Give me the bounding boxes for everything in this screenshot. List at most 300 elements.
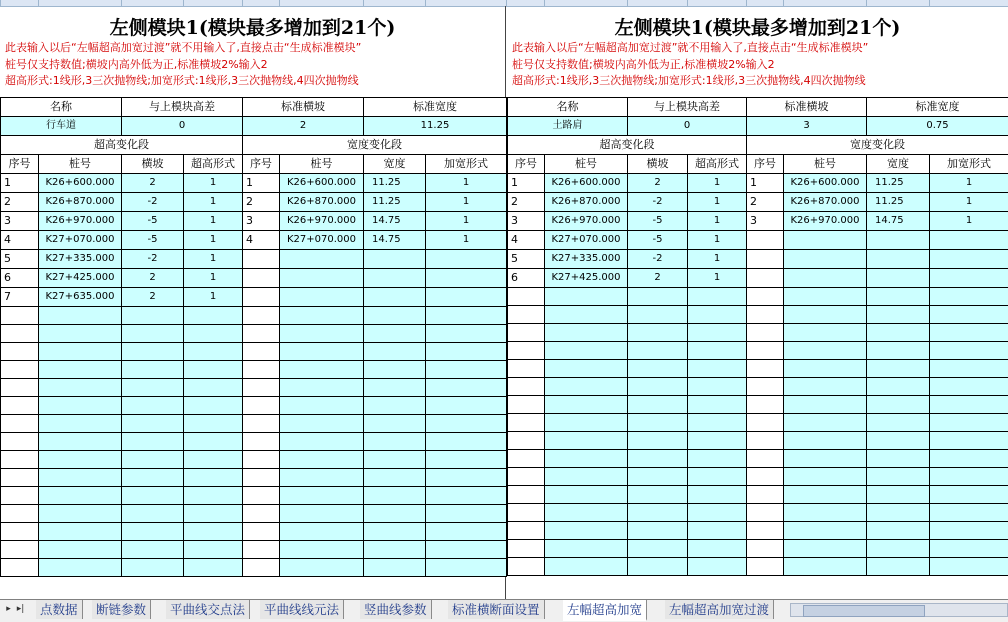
station-cell[interactable] bbox=[39, 541, 122, 559]
station-cell[interactable] bbox=[784, 360, 867, 378]
super-form-cell[interactable]: 1 bbox=[184, 269, 243, 288]
seq-cell[interactable] bbox=[243, 451, 280, 469]
slope-cell[interactable] bbox=[122, 397, 184, 415]
station-cell[interactable] bbox=[784, 231, 867, 250]
station-cell[interactable] bbox=[280, 505, 364, 523]
station-cell[interactable] bbox=[39, 523, 122, 541]
widen-form-cell[interactable] bbox=[930, 450, 1008, 468]
seq-cell[interactable] bbox=[243, 343, 280, 361]
widen-form-cell[interactable] bbox=[426, 415, 507, 433]
sheet-tab[interactable]: 竖曲线参数 bbox=[360, 600, 432, 619]
station-cell[interactable] bbox=[280, 523, 364, 541]
seq-cell[interactable] bbox=[243, 469, 280, 487]
width-cell[interactable] bbox=[364, 541, 426, 559]
station-cell[interactable] bbox=[280, 379, 364, 397]
widen-form-cell[interactable] bbox=[426, 361, 507, 379]
seq-cell[interactable] bbox=[747, 522, 784, 540]
station-cell[interactable] bbox=[545, 324, 628, 342]
super-form-cell[interactable]: 1 bbox=[184, 174, 243, 193]
slope-cell[interactable]: 2 bbox=[122, 288, 184, 307]
slope-cell[interactable] bbox=[628, 432, 688, 450]
widen-form-cell[interactable] bbox=[426, 451, 507, 469]
widen-form-cell[interactable] bbox=[930, 378, 1008, 396]
widen-form-cell[interactable]: 1 bbox=[426, 193, 507, 212]
slope-cell[interactable] bbox=[122, 379, 184, 397]
widen-form-cell[interactable] bbox=[426, 250, 507, 269]
seq-cell[interactable]: 1 bbox=[508, 174, 545, 193]
station-cell[interactable] bbox=[784, 558, 867, 576]
widen-form-cell[interactable]: 1 bbox=[426, 212, 507, 231]
seq-cell[interactable] bbox=[508, 360, 545, 378]
seq-cell[interactable] bbox=[243, 361, 280, 379]
seq-cell[interactable] bbox=[747, 288, 784, 306]
widen-form-cell[interactable] bbox=[426, 288, 507, 307]
seq-cell[interactable] bbox=[508, 522, 545, 540]
station-cell[interactable]: K26+600.000 bbox=[280, 174, 364, 193]
seq-cell[interactable] bbox=[508, 450, 545, 468]
station-cell[interactable] bbox=[784, 396, 867, 414]
module-name-cell[interactable]: 土路肩 bbox=[508, 117, 628, 136]
station-cell[interactable] bbox=[280, 541, 364, 559]
slope-cell[interactable]: 2 bbox=[628, 174, 688, 193]
station-cell[interactable]: K27+425.000 bbox=[545, 269, 628, 288]
slope-cell[interactable] bbox=[628, 360, 688, 378]
widen-form-cell[interactable] bbox=[426, 325, 507, 343]
station-cell[interactable] bbox=[545, 450, 628, 468]
width-cell[interactable] bbox=[364, 361, 426, 379]
seq-cell[interactable] bbox=[243, 505, 280, 523]
slope-cell[interactable] bbox=[122, 451, 184, 469]
slope-cell[interactable] bbox=[628, 396, 688, 414]
seq-cell[interactable] bbox=[508, 432, 545, 450]
width-cell[interactable] bbox=[867, 450, 930, 468]
seq-cell[interactable]: 3 bbox=[1, 212, 39, 231]
seq-cell[interactable] bbox=[747, 250, 784, 269]
width-cell[interactable] bbox=[867, 432, 930, 450]
width-cell[interactable] bbox=[364, 397, 426, 415]
station-cell[interactable] bbox=[545, 306, 628, 324]
seq-cell[interactable]: 5 bbox=[1, 250, 39, 269]
slope-cell[interactable] bbox=[628, 504, 688, 522]
station-cell[interactable] bbox=[784, 504, 867, 522]
station-cell[interactable] bbox=[280, 325, 364, 343]
station-cell[interactable] bbox=[545, 432, 628, 450]
slope-cell[interactable]: 2 bbox=[628, 269, 688, 288]
slope-cell[interactable] bbox=[122, 469, 184, 487]
width-cell[interactable] bbox=[867, 540, 930, 558]
seq-cell[interactable] bbox=[508, 396, 545, 414]
width-cell[interactable] bbox=[867, 396, 930, 414]
width-cell[interactable]: 14.75 bbox=[867, 212, 930, 231]
seq-cell[interactable]: 2 bbox=[508, 193, 545, 212]
station-cell[interactable] bbox=[39, 361, 122, 379]
station-cell[interactable]: K27+335.000 bbox=[545, 250, 628, 269]
station-cell[interactable]: K26+970.000 bbox=[280, 212, 364, 231]
width-cell[interactable] bbox=[867, 288, 930, 306]
width-cell[interactable] bbox=[364, 487, 426, 505]
widen-form-cell[interactable] bbox=[930, 396, 1008, 414]
station-cell[interactable] bbox=[545, 504, 628, 522]
widen-form-cell[interactable] bbox=[930, 342, 1008, 360]
widen-form-cell[interactable] bbox=[930, 360, 1008, 378]
slope-cell[interactable] bbox=[628, 288, 688, 306]
slope-cell[interactable] bbox=[628, 468, 688, 486]
seq-cell[interactable] bbox=[508, 306, 545, 324]
station-cell[interactable]: K26+600.000 bbox=[39, 174, 122, 193]
seq-cell[interactable] bbox=[747, 486, 784, 504]
station-cell[interactable] bbox=[39, 433, 122, 451]
width-cell[interactable] bbox=[364, 415, 426, 433]
widen-form-cell[interactable] bbox=[930, 540, 1008, 558]
seq-cell[interactable] bbox=[1, 343, 39, 361]
width-cell[interactable]: 14.75 bbox=[364, 212, 426, 231]
width-cell[interactable] bbox=[867, 324, 930, 342]
seq-cell[interactable] bbox=[243, 523, 280, 541]
seq-cell[interactable] bbox=[747, 468, 784, 486]
widen-form-cell[interactable] bbox=[930, 486, 1008, 504]
seq-cell[interactable] bbox=[243, 541, 280, 559]
slope-cell[interactable] bbox=[628, 378, 688, 396]
widen-form-cell[interactable] bbox=[930, 504, 1008, 522]
widen-form-cell[interactable] bbox=[426, 469, 507, 487]
seq-cell[interactable] bbox=[243, 379, 280, 397]
widen-form-cell[interactable] bbox=[930, 288, 1008, 306]
width-cell[interactable] bbox=[364, 269, 426, 288]
station-cell[interactable] bbox=[39, 505, 122, 523]
sheet-tab[interactable]: 左幅超高加宽过渡 bbox=[665, 600, 774, 619]
slope-cell[interactable] bbox=[628, 324, 688, 342]
seq-cell[interactable] bbox=[747, 432, 784, 450]
station-cell[interactable] bbox=[39, 307, 122, 325]
slope-cell[interactable] bbox=[628, 306, 688, 324]
slope-cell[interactable]: -5 bbox=[628, 231, 688, 250]
seq-cell[interactable] bbox=[508, 414, 545, 432]
width-cell[interactable] bbox=[867, 231, 930, 250]
widen-form-cell[interactable] bbox=[426, 559, 507, 577]
station-cell[interactable] bbox=[280, 451, 364, 469]
seq-cell[interactable]: 6 bbox=[508, 269, 545, 288]
super-form-cell[interactable] bbox=[184, 505, 243, 523]
seq-cell[interactable] bbox=[243, 415, 280, 433]
station-cell[interactable] bbox=[280, 250, 364, 269]
seq-cell[interactable]: 4 bbox=[243, 231, 280, 250]
super-form-cell[interactable] bbox=[184, 487, 243, 505]
super-form-cell[interactable] bbox=[688, 450, 747, 468]
super-form-cell[interactable] bbox=[184, 433, 243, 451]
widen-form-cell[interactable] bbox=[930, 269, 1008, 288]
station-cell[interactable] bbox=[280, 269, 364, 288]
module-height-diff-cell[interactable]: 0 bbox=[122, 117, 243, 136]
seq-cell[interactable] bbox=[243, 269, 280, 288]
super-form-cell[interactable]: 1 bbox=[688, 250, 747, 269]
super-form-cell[interactable]: 1 bbox=[184, 250, 243, 269]
seq-cell[interactable] bbox=[243, 325, 280, 343]
station-cell[interactable] bbox=[784, 486, 867, 504]
widen-form-cell[interactable] bbox=[426, 307, 507, 325]
slope-cell[interactable] bbox=[122, 433, 184, 451]
module-std-slope-cell[interactable]: 2 bbox=[243, 117, 364, 136]
station-cell[interactable] bbox=[784, 432, 867, 450]
station-cell[interactable] bbox=[280, 559, 364, 577]
station-cell[interactable]: K26+870.000 bbox=[39, 193, 122, 212]
station-cell[interactable] bbox=[545, 558, 628, 576]
scroll-last-tab-icon[interactable]: ▸ bbox=[4, 604, 13, 615]
widen-form-cell[interactable] bbox=[930, 522, 1008, 540]
width-cell[interactable] bbox=[867, 342, 930, 360]
sheet-tab[interactable]: 平曲线交点法 bbox=[166, 600, 250, 619]
sheet-tab[interactable]: 平曲线线元法 bbox=[260, 600, 344, 619]
seq-cell[interactable]: 5 bbox=[508, 250, 545, 269]
slope-cell[interactable]: -5 bbox=[628, 212, 688, 231]
widen-form-cell[interactable]: 1 bbox=[426, 174, 507, 193]
seq-cell[interactable] bbox=[508, 468, 545, 486]
slope-cell[interactable] bbox=[628, 540, 688, 558]
width-cell[interactable] bbox=[364, 379, 426, 397]
station-cell[interactable] bbox=[280, 433, 364, 451]
seq-cell[interactable] bbox=[1, 469, 39, 487]
seq-cell[interactable]: 2 bbox=[747, 193, 784, 212]
station-cell[interactable]: K26+970.000 bbox=[784, 212, 867, 231]
width-cell[interactable] bbox=[867, 378, 930, 396]
super-form-cell[interactable] bbox=[184, 451, 243, 469]
width-cell[interactable] bbox=[364, 433, 426, 451]
widen-form-cell[interactable] bbox=[426, 379, 507, 397]
width-cell[interactable] bbox=[867, 522, 930, 540]
super-form-cell[interactable] bbox=[688, 432, 747, 450]
station-cell[interactable] bbox=[280, 343, 364, 361]
slope-cell[interactable]: -2 bbox=[122, 250, 184, 269]
super-form-cell[interactable] bbox=[184, 397, 243, 415]
super-form-cell[interactable]: 1 bbox=[688, 212, 747, 231]
super-form-cell[interactable]: 1 bbox=[688, 193, 747, 212]
station-cell[interactable] bbox=[280, 361, 364, 379]
seq-cell[interactable] bbox=[747, 414, 784, 432]
width-cell[interactable] bbox=[867, 486, 930, 504]
seq-cell[interactable] bbox=[508, 324, 545, 342]
seq-cell[interactable] bbox=[508, 540, 545, 558]
station-cell[interactable] bbox=[39, 487, 122, 505]
station-cell[interactable] bbox=[545, 486, 628, 504]
station-cell[interactable] bbox=[545, 414, 628, 432]
super-form-cell[interactable] bbox=[688, 342, 747, 360]
slope-cell[interactable] bbox=[628, 486, 688, 504]
super-form-cell[interactable] bbox=[688, 306, 747, 324]
super-form-cell[interactable] bbox=[184, 523, 243, 541]
seq-cell[interactable]: 2 bbox=[243, 193, 280, 212]
slope-cell[interactable] bbox=[628, 414, 688, 432]
station-cell[interactable] bbox=[545, 396, 628, 414]
widen-form-cell[interactable] bbox=[930, 324, 1008, 342]
super-form-cell[interactable] bbox=[688, 504, 747, 522]
scrollbar-thumb[interactable] bbox=[803, 605, 925, 617]
slope-cell[interactable] bbox=[122, 487, 184, 505]
super-form-cell[interactable] bbox=[688, 486, 747, 504]
station-cell[interactable] bbox=[545, 288, 628, 306]
widen-form-cell[interactable] bbox=[930, 414, 1008, 432]
super-form-cell[interactable] bbox=[184, 343, 243, 361]
slope-cell[interactable]: -2 bbox=[628, 250, 688, 269]
width-cell[interactable] bbox=[867, 360, 930, 378]
seq-cell[interactable] bbox=[1, 523, 39, 541]
seq-cell[interactable] bbox=[243, 307, 280, 325]
module-name-cell[interactable]: 行车道 bbox=[1, 117, 122, 136]
seq-cell[interactable] bbox=[747, 450, 784, 468]
super-form-cell[interactable] bbox=[688, 378, 747, 396]
super-form-cell[interactable] bbox=[184, 361, 243, 379]
seq-cell[interactable] bbox=[747, 231, 784, 250]
widen-form-cell[interactable] bbox=[426, 487, 507, 505]
widen-form-cell[interactable] bbox=[930, 432, 1008, 450]
module-std-width-cell[interactable]: 0.75 bbox=[867, 117, 1008, 136]
seq-cell[interactable]: 6 bbox=[1, 269, 39, 288]
seq-cell[interactable] bbox=[1, 307, 39, 325]
station-cell[interactable] bbox=[280, 397, 364, 415]
seq-cell[interactable] bbox=[1, 487, 39, 505]
seq-cell[interactable]: 3 bbox=[508, 212, 545, 231]
station-cell[interactable]: K27+335.000 bbox=[39, 250, 122, 269]
slope-cell[interactable] bbox=[122, 541, 184, 559]
width-cell[interactable] bbox=[364, 250, 426, 269]
station-cell[interactable] bbox=[280, 469, 364, 487]
slope-cell[interactable] bbox=[122, 361, 184, 379]
width-cell[interactable]: 14.75 bbox=[364, 231, 426, 250]
seq-cell[interactable] bbox=[243, 433, 280, 451]
seq-cell[interactable] bbox=[747, 269, 784, 288]
seq-cell[interactable]: 1 bbox=[1, 174, 39, 193]
slope-cell[interactable] bbox=[122, 559, 184, 577]
slope-cell[interactable] bbox=[122, 343, 184, 361]
seq-cell[interactable] bbox=[1, 505, 39, 523]
slope-cell[interactable] bbox=[122, 415, 184, 433]
widen-form-cell[interactable] bbox=[426, 269, 507, 288]
seq-cell[interactable] bbox=[747, 360, 784, 378]
station-cell[interactable] bbox=[784, 324, 867, 342]
station-cell[interactable]: K26+970.000 bbox=[545, 212, 628, 231]
super-form-cell[interactable]: 1 bbox=[184, 231, 243, 250]
seq-cell[interactable] bbox=[508, 342, 545, 360]
width-cell[interactable] bbox=[867, 269, 930, 288]
widen-form-cell[interactable] bbox=[426, 433, 507, 451]
seq-cell[interactable] bbox=[1, 433, 39, 451]
station-cell[interactable] bbox=[545, 468, 628, 486]
widen-form-cell[interactable]: 1 bbox=[930, 174, 1008, 193]
slope-cell[interactable] bbox=[628, 522, 688, 540]
seq-cell[interactable]: 7 bbox=[1, 288, 39, 307]
station-cell[interactable]: K27+070.000 bbox=[39, 231, 122, 250]
super-form-cell[interactable] bbox=[688, 288, 747, 306]
station-cell[interactable] bbox=[784, 522, 867, 540]
width-cell[interactable] bbox=[364, 325, 426, 343]
slope-cell[interactable]: 2 bbox=[122, 174, 184, 193]
seq-cell[interactable] bbox=[508, 504, 545, 522]
super-form-cell[interactable] bbox=[184, 541, 243, 559]
width-cell[interactable] bbox=[364, 505, 426, 523]
width-cell[interactable] bbox=[867, 306, 930, 324]
super-form-cell[interactable]: 1 bbox=[184, 288, 243, 307]
seq-cell[interactable] bbox=[508, 486, 545, 504]
station-cell[interactable] bbox=[39, 397, 122, 415]
widen-form-cell[interactable] bbox=[426, 343, 507, 361]
width-cell[interactable]: 11.25 bbox=[867, 193, 930, 212]
station-cell[interactable] bbox=[784, 540, 867, 558]
slope-cell[interactable]: -2 bbox=[122, 193, 184, 212]
station-cell[interactable] bbox=[784, 414, 867, 432]
seq-cell[interactable] bbox=[1, 451, 39, 469]
seq-cell[interactable] bbox=[1, 559, 39, 577]
seq-cell[interactable] bbox=[243, 559, 280, 577]
widen-form-cell[interactable] bbox=[930, 250, 1008, 269]
station-cell[interactable] bbox=[545, 360, 628, 378]
width-cell[interactable] bbox=[364, 288, 426, 307]
station-cell[interactable] bbox=[545, 378, 628, 396]
station-cell[interactable] bbox=[39, 379, 122, 397]
station-cell[interactable]: K26+970.000 bbox=[39, 212, 122, 231]
width-cell[interactable] bbox=[364, 451, 426, 469]
slope-cell[interactable] bbox=[122, 307, 184, 325]
seq-cell[interactable]: 4 bbox=[1, 231, 39, 250]
station-cell[interactable]: K27+425.000 bbox=[39, 269, 122, 288]
station-cell[interactable] bbox=[280, 307, 364, 325]
station-cell[interactable]: K26+870.000 bbox=[280, 193, 364, 212]
station-cell[interactable] bbox=[784, 306, 867, 324]
seq-cell[interactable] bbox=[747, 396, 784, 414]
super-form-cell[interactable]: 1 bbox=[184, 212, 243, 231]
super-form-cell[interactable] bbox=[688, 360, 747, 378]
seq-cell[interactable]: 4 bbox=[508, 231, 545, 250]
station-cell[interactable] bbox=[545, 540, 628, 558]
widen-form-cell[interactable] bbox=[426, 541, 507, 559]
widen-form-cell[interactable] bbox=[426, 505, 507, 523]
station-cell[interactable]: K26+870.000 bbox=[784, 193, 867, 212]
slope-cell[interactable] bbox=[122, 505, 184, 523]
slope-cell[interactable]: -5 bbox=[122, 212, 184, 231]
super-form-cell[interactable] bbox=[688, 396, 747, 414]
module-std-slope-cell[interactable]: 3 bbox=[747, 117, 867, 136]
width-cell[interactable] bbox=[867, 414, 930, 432]
station-cell[interactable] bbox=[784, 288, 867, 306]
seq-cell[interactable] bbox=[1, 361, 39, 379]
seq-cell[interactable] bbox=[508, 558, 545, 576]
width-cell[interactable] bbox=[364, 559, 426, 577]
super-form-cell[interactable]: 1 bbox=[688, 174, 747, 193]
seq-cell[interactable]: 2 bbox=[1, 193, 39, 212]
slope-cell[interactable] bbox=[628, 450, 688, 468]
horizontal-scrollbar[interactable] bbox=[790, 603, 1008, 617]
seq-cell[interactable] bbox=[1, 415, 39, 433]
station-cell[interactable] bbox=[784, 342, 867, 360]
seq-cell[interactable] bbox=[747, 324, 784, 342]
super-form-cell[interactable] bbox=[688, 324, 747, 342]
seq-cell[interactable] bbox=[747, 306, 784, 324]
station-cell[interactable] bbox=[39, 415, 122, 433]
width-cell[interactable] bbox=[867, 558, 930, 576]
seq-cell[interactable] bbox=[747, 540, 784, 558]
station-cell[interactable] bbox=[784, 250, 867, 269]
slope-cell[interactable] bbox=[628, 558, 688, 576]
super-form-cell[interactable] bbox=[184, 379, 243, 397]
width-cell[interactable] bbox=[867, 250, 930, 269]
width-cell[interactable]: 11.25 bbox=[364, 174, 426, 193]
station-cell[interactable] bbox=[280, 288, 364, 307]
seq-cell[interactable] bbox=[747, 342, 784, 360]
station-cell[interactable] bbox=[784, 450, 867, 468]
station-cell[interactable]: K27+635.000 bbox=[39, 288, 122, 307]
station-cell[interactable] bbox=[784, 468, 867, 486]
seq-cell[interactable] bbox=[747, 378, 784, 396]
seq-cell[interactable] bbox=[747, 558, 784, 576]
widen-form-cell[interactable] bbox=[426, 397, 507, 415]
station-cell[interactable] bbox=[545, 342, 628, 360]
